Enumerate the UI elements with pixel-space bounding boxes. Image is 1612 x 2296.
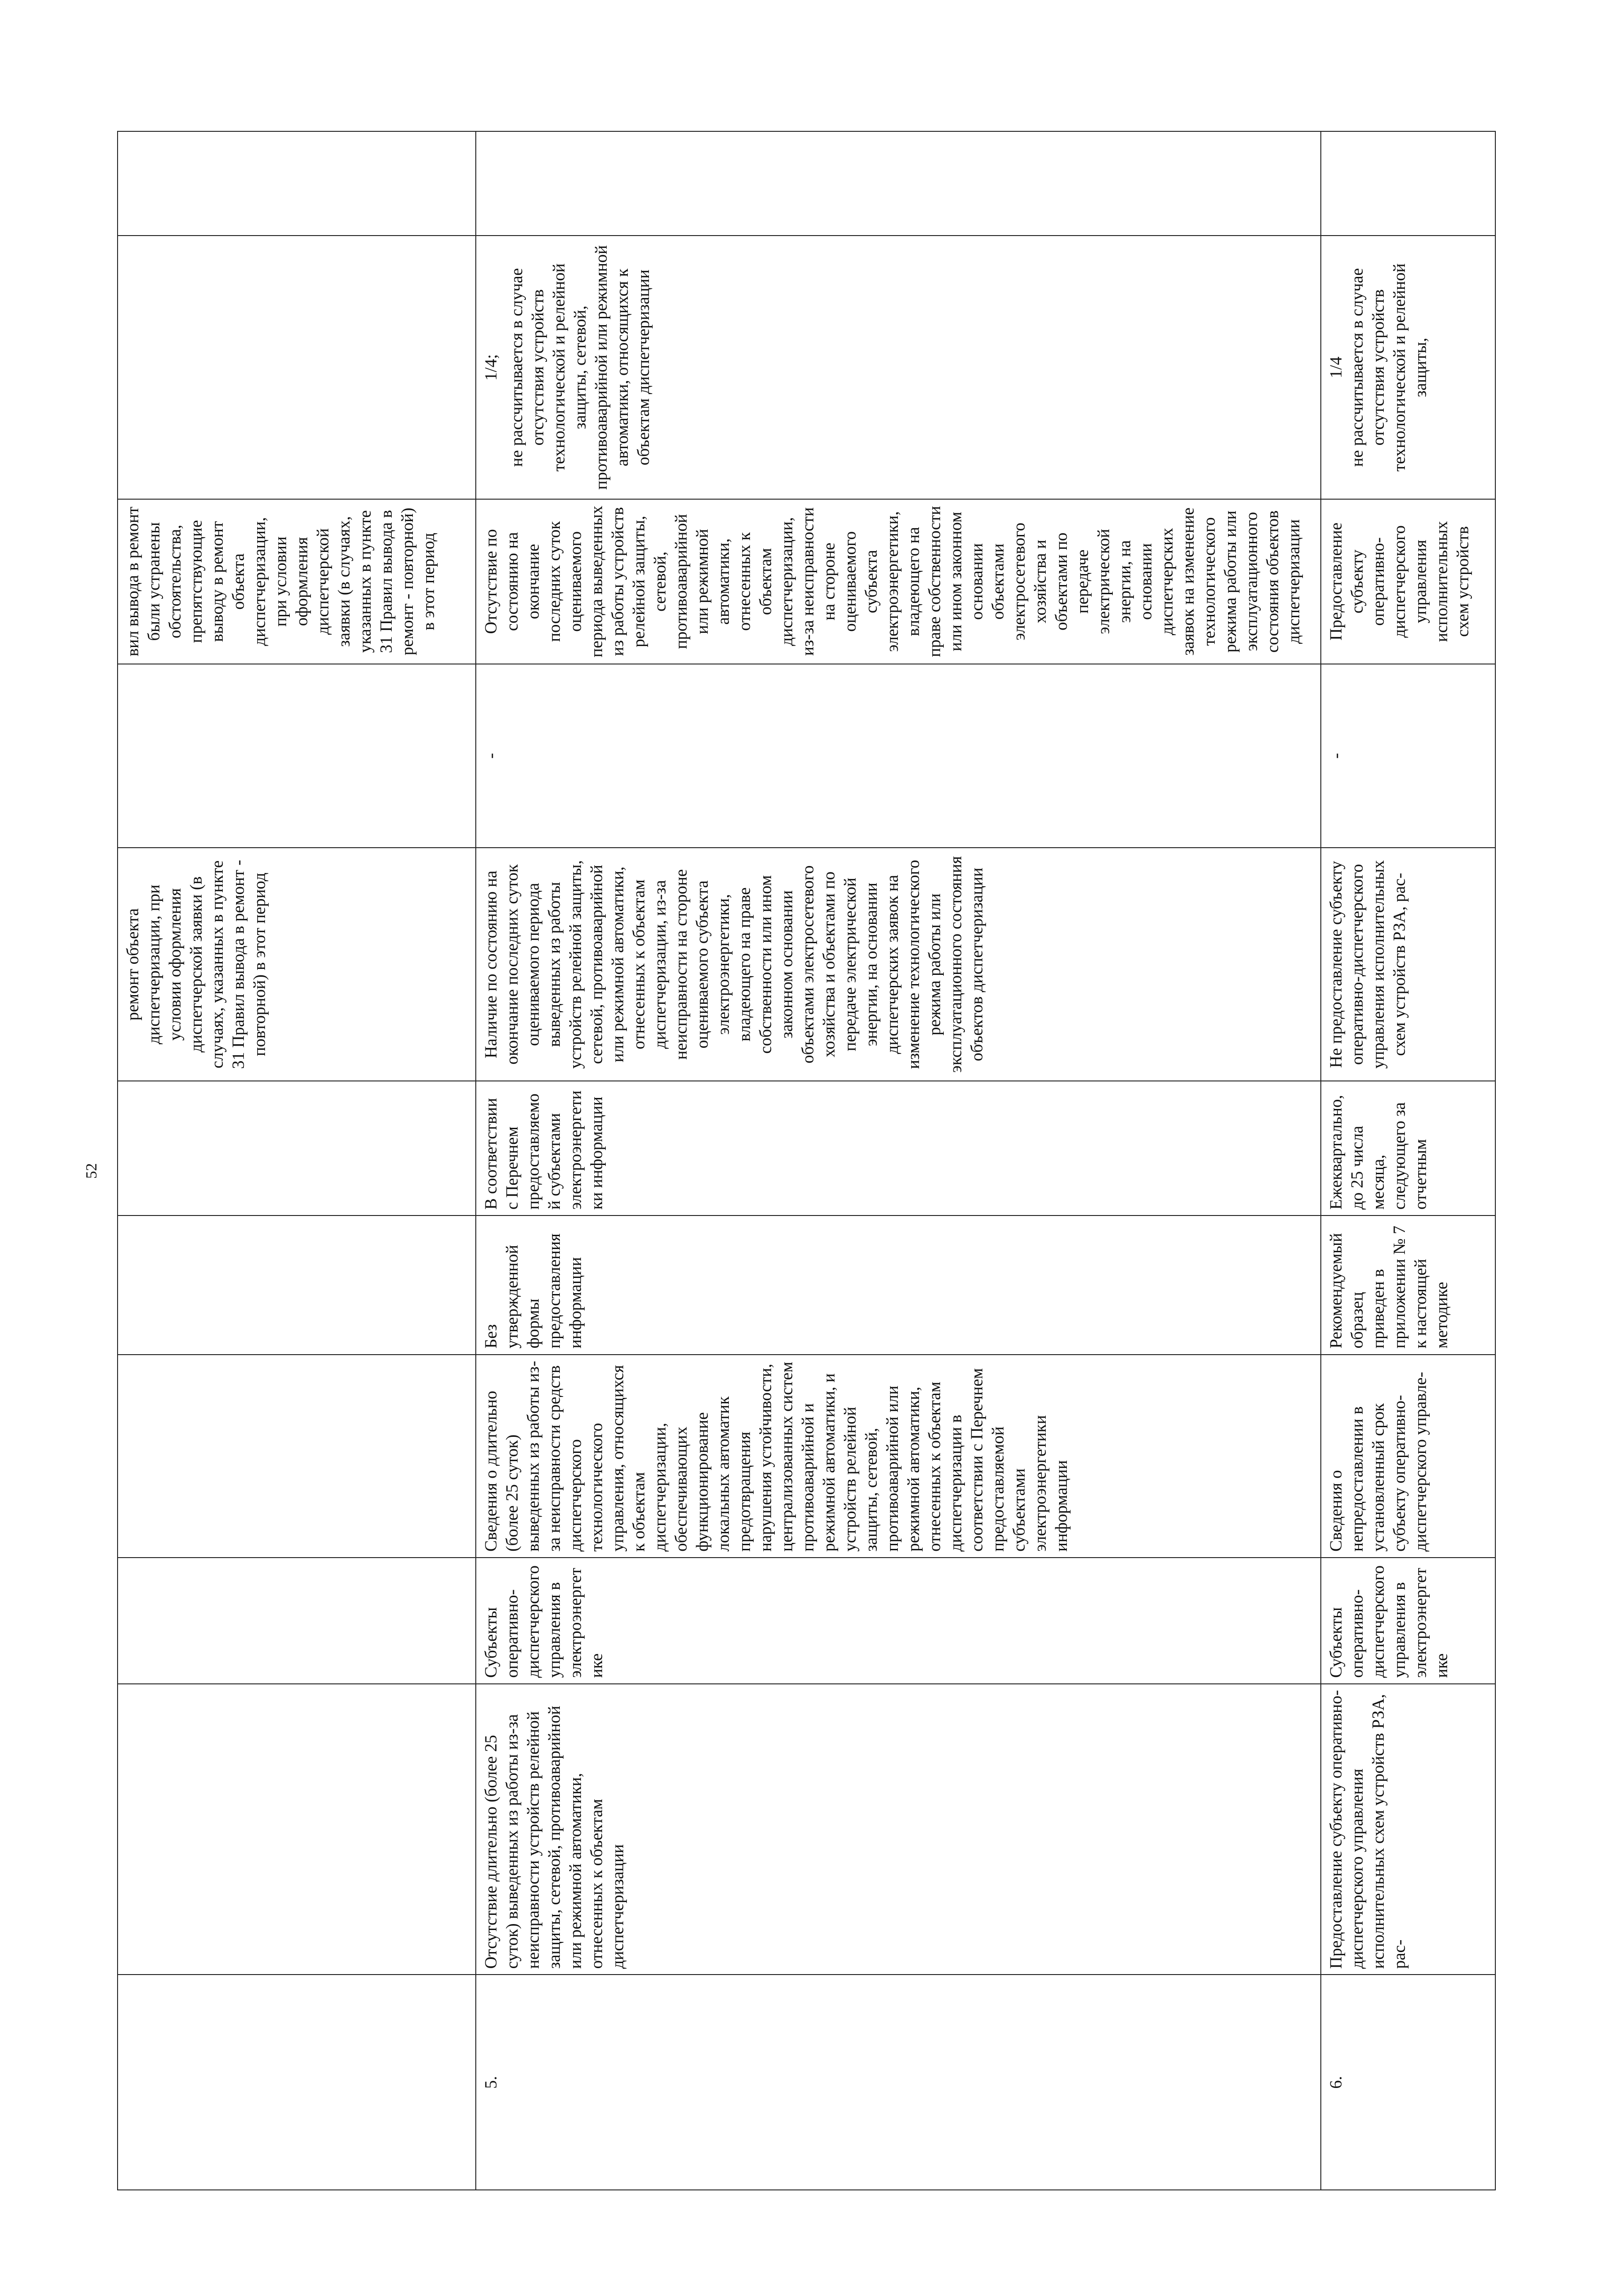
empty-cell bbox=[476, 131, 1321, 236]
rotated-table-frame bbox=[117, 131, 1495, 2190]
weight-note-cell bbox=[476, 236, 1321, 499]
subjects-cell: Субъекты оперативно-диспетчерского управления в электроэнергетике bbox=[1321, 1558, 1495, 1684]
weight-note-cell bbox=[118, 236, 476, 499]
table-row bbox=[118, 131, 476, 2190]
dash-cell bbox=[118, 664, 476, 848]
period-cell: Ежеквартально, до 25 числа месяца, следующего за отчетным bbox=[1321, 1081, 1495, 1216]
period-cell bbox=[118, 1081, 476, 1216]
row-number: 5. bbox=[476, 1975, 1321, 2190]
info-cell bbox=[118, 1355, 476, 1558]
subjects-cell: Субъекты оперативно-диспетчерского управления в электроэнергетике bbox=[476, 1558, 1321, 1684]
form-cell: Без утвержденной формы предоставления информации bbox=[476, 1216, 1321, 1354]
criterion-cell: Отсутствие длительно (более 25 суток) выведенных из работы из-за неисправности устройств релейной защиты, сетевой, противоаварийной или режимной автоматики, отнесенных к объектам диспетчеризации bbox=[476, 1684, 1321, 1975]
weight-value: 1/4 bbox=[1327, 356, 1346, 378]
info-cell: Сведения о непредоставлении в установленный срок субъекту оперативно-диспетчерского управле- bbox=[1321, 1355, 1495, 1558]
condition-absent-cell: вил вывода в ремонт были устранены обстоятельства, препятствующие выводу в ремонт объекта диспетчеризации, при условии оформления диспетчерской заявки (в случаях, указанных в пункте 31 Правил вывода в ремонт - повторной) в этот период bbox=[118, 499, 476, 664]
weight-note: не рассчитывается в случае отсутствия устройств технологической и релейной защиты, bbox=[1348, 263, 1430, 472]
page-number: 52 bbox=[83, 1163, 100, 1179]
criteria-table bbox=[117, 131, 1496, 2190]
condition-present-cell: Не предоставление субъекту оперативно-диспетчерского управления исполнительных схем устройств РЗА, рас- bbox=[1321, 848, 1495, 1081]
dash-cell: - bbox=[476, 664, 1321, 848]
condition-absent-cell: Предоставление субъекту оперативно-диспетчерского управления исполнительных схем устройств bbox=[1321, 499, 1495, 664]
weight-note-cell bbox=[1321, 236, 1495, 499]
row-number bbox=[118, 1975, 476, 2190]
condition-present-cell: Наличие по состоянию на окончание последних суток оцениваемого периода выведенных из работы устройств релейной защиты, сетевой, противоаварийной или режимной автоматики, отнесенных к объектам диспетчеризации, из-за неисправности на стороне оцениваемого субъекта электроэнергетики, владеющего на праве собственности или ином законном основании объектами электросетевого хозяйства и объектами по передаче электрической энергии, на основании диспетчерских заявок на изменение технологического режима работы или эксплуатационного состояния объектов диспетчеризации bbox=[476, 848, 1321, 1081]
row-number: 6. bbox=[1321, 1975, 1495, 2190]
period-cell: В соответствии с Перечнем предоставляемой субъектами электроэнергетики информации bbox=[476, 1081, 1321, 1216]
empty-cell bbox=[1321, 131, 1495, 236]
weight-note: не рассчитывается в случае отсутствия устройств технологической и релейной защиты, сетевой, противоаварийной или режимной автоматики, относящихся к объектам диспетчеризации bbox=[507, 245, 653, 490]
criterion-cell: Предоставление субъекту оперативно-диспетчерского управления исполнительных схем устройств РЗА, рас- bbox=[1321, 1684, 1495, 1975]
condition-present-cell: ремонт объекта диспетчеризации, при условии оформления диспетчерской заявки (в случаях, указанных в пункте 31 Правил вывода в ремонт - повторной) в этот период bbox=[118, 848, 476, 1081]
dash-cell: - bbox=[1321, 664, 1495, 848]
form-cell bbox=[118, 1216, 476, 1354]
condition-absent-cell: Отсутствие по состоянию на окончание последних суток оцениваемого периода выведенных из работы устройств релейной защиты, сетевой, противоаварийной или режимной автоматики, отнесенных к объектам диспетчеризации, из-за неисправности на стороне оцениваемого субъекта электроэнергетики, владеющего на праве собственности или ином законном основании объектами электросетевого хозяйства и объектами по передаче электрической энергии, на основании диспетчерских заявок на изменение технологического режима работы или эксплуатационного состояния объектов диспетчеризации bbox=[476, 499, 1321, 664]
criterion-cell bbox=[118, 1684, 476, 1975]
subjects-cell bbox=[118, 1558, 476, 1684]
form-cell: Рекомендуемый образец приведен в приложении № 7 к настоящей методике bbox=[1321, 1216, 1495, 1354]
weight-value: 1/4; bbox=[482, 354, 501, 381]
info-cell: Сведения о длительно (более 25 суток) выведенных из работы из-за неисправности средств диспетчерского технологического управления, относящихся к объектам диспетчеризации, обеспечивающих функционирование локальных автоматик предотвращения нарушения устойчивости, централизованных систем противоаварийной и режимной автоматики, и устройств релейной защиты, сетевой, противоаварийной или режимной автоматики, отнесенных к объектам диспетчеризации в соответствии с Перечнем предоставляемой субъектами электроэнергетики информации bbox=[476, 1355, 1321, 1558]
empty-cell bbox=[118, 131, 476, 236]
table-row bbox=[1321, 131, 1495, 2190]
table-row bbox=[476, 131, 1321, 2190]
